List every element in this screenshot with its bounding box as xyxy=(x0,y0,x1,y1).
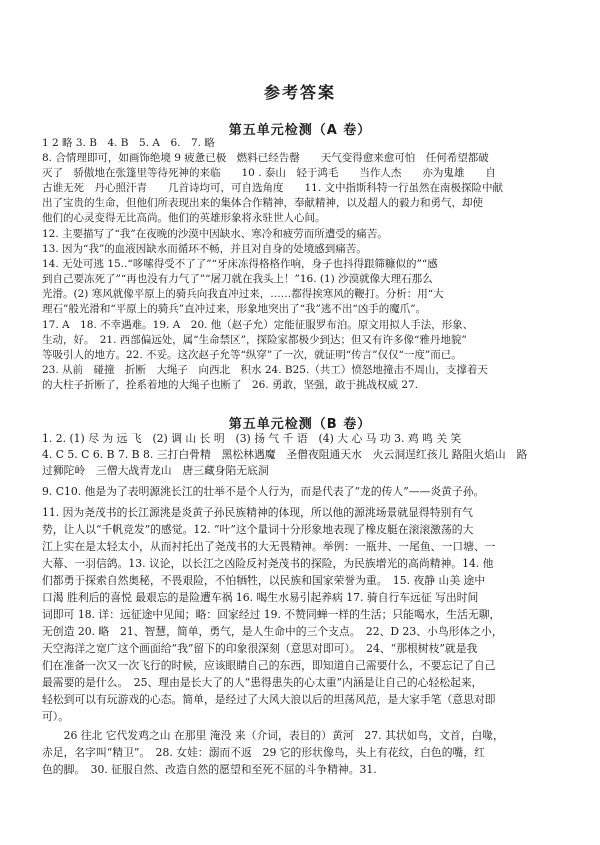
text-line: 轻松到可以有玩游戏的心态。简单，是经过了大风大浪以后的坦荡风范，是大家手笔（意思对即 xyxy=(42,693,496,706)
text-line: 最需要的是什么。 25、理由是长大了的人“患得患失的心太重”内涵是让自己的心轻松起来， xyxy=(42,676,483,689)
text-line: 可）。 xyxy=(42,710,69,723)
page-title: 参考答案 xyxy=(263,83,336,102)
text-line: 势，让人以“千帆竞发”的感觉。12. “叶”这个量词十分形象地表现了橡皮艇在滚滚激荡的大 xyxy=(42,523,474,536)
text-line: 23. 从前 碰撞 折断 大绳子 向西北 积水 24. B25.（共工）愤怒地撞击不周山，支撑着天 xyxy=(42,364,488,376)
text-line: 他们的心灵变得无比高尚。他们的英雄形象将永驻世人心间。 xyxy=(42,212,326,224)
text-line: 江上实在是太轻太小，从而衬托出了尧茂书的大无畏精神。举例：一瓶井、一尾鱼、一口塘、一 xyxy=(42,540,496,553)
text-line: 们在准备一次又一次飞行的时候，应该眼睛自己的东西，即知道自己需要什么，不要忘记了自己 xyxy=(42,659,496,672)
text-line: 无创造 20. 略 21、智慧，简单，勇气，是人生命中的三个支点。 22、D 23、小鸟形体之小， xyxy=(42,625,503,638)
section-a-heading: 第五单元检测（A 卷） xyxy=(228,123,372,138)
text-line: 生动，好。 21. 西部偏远处，属“生命禁区”，探险家都极少到达；但又有许多像“雅丹地貌” xyxy=(42,334,467,346)
text-line: 1 2 略 3. B 4. B 5. A 6. 7. 略 xyxy=(42,137,215,149)
text-line: 8. 合情理即可，如画饰绝境 9 疲惫已极 燃料已经告罄 天气变得愈来愈可怕 任何希望都破 xyxy=(42,152,489,164)
text-line: 灭了 骄傲地在张篷里等待死神的来临 10 . 泰山 轻于鸿毛 当作人杰 亦为鬼雄 自 xyxy=(42,167,496,179)
text-line: 词即可 18. 详：远征途中见闻；略：回家经过 19. 不赞同蝉一样的生活；只能喝水，生活无聊， xyxy=(42,608,501,621)
text-line: 14. 无处可逃 15..“哆嗦得受不了了”“牙床冻得格格作响，身子也抖得跟筛糠似的”“感 xyxy=(42,258,438,270)
text-line: 出了宝贵的生命，但他们所表现出来的集体合作精神，奉献精神，以及超人的毅力和勇气，却使 xyxy=(42,197,483,209)
text-line: 4. C 5. C 6. B 7. B 8. 三打白骨精 黑松林遇魔 圣僧夜阻通天水 火云洞逞红孩儿 路阻火焰山 路 xyxy=(42,448,528,461)
text-line: 9. C10. 他是为了表明源洮长江的壮举不是个人行为，而是代表了“龙的传人”——炎黄子孙。 xyxy=(42,485,485,498)
text-line: 等吸引人的地方。22. 不妥。这次赵子允等“纵穿”了一次，就证明“传言”仅仅“一度”而已。 xyxy=(42,349,462,361)
text-line: 大幕、一羽信鸽。13. 议论，以长江之凶险反衬尧茂书的探险，为民族增光的高尚精神。14. 他 xyxy=(42,557,494,570)
text-line: 光滑。(2) 寒风就像平原上的骑兵向我直冲过来，……都得挨寒风的鞭打。分析：用“大 xyxy=(42,288,444,300)
text-line: 17. A 18. 不幸遇难。19. A 20. 他（赵子允）定能征服罗布泊。原文用拟人手法，形象、 xyxy=(42,319,474,331)
text-line: 过狮陀岭 三僧大战青龙山 唐三藏身陷无底洞 xyxy=(42,464,269,477)
text-line: 色的脚。 30. 征服自然、改造自然的愿望和至死不屈的斗争精神。31. xyxy=(42,763,377,776)
text-line: 1. 2. (1) 尽 为 远 飞 (2) 调 山 长 明 (3) 扬 气 千 语 (4) 大 心 马 功 3. 鸡 鸣 关 笑 xyxy=(42,432,462,445)
section-b-heading: 第五单元检测（B 卷） xyxy=(228,417,372,432)
text-line: 古谁无死 丹心照汗青 几首诗均可，可自选角度 11. 文中指斯科特一行虽然在南极探险中献 xyxy=(42,182,504,194)
text-line: 到自己要冻死了”“再也没有力气了”“屠刀就在我头上！”16. (1) 沙漠就像大理石那么 xyxy=(42,273,433,285)
text-line: 12. 主要描写了“我”在夜晚的沙漠中因缺水、寒冷和疲劳而所遭受的痛苦。 xyxy=(42,228,388,240)
text-line: 天空海洋之宽广这个画面给“我”留下的印象很深刻（意思对即可）。 24、“那根树枝”就是我 xyxy=(42,642,478,655)
text-line: 26 往北 它代发鸡之山 在那里 淹没 来（介词，表目的）黄河 27. 其状如鸟，文首，白喙， xyxy=(42,729,504,742)
text-line: 口渴 胜利后的喜悦 最艰忘的是险遭车祸 16. 喝生水易引起养病 17. 骑自行车远征 写出时间 xyxy=(42,591,479,604)
text-line: 赤足，名字叫“精卫”。 28. 女娃：溺而不返 29 它的形状像鸟，头上有花纹，白色的嘴，红 xyxy=(42,746,485,759)
text-line: 的大柱子折断了，拴系着地的大绳子也断了 26. 勇敢，坚强，敢于挑战权威 27. xyxy=(42,379,419,391)
text-line: 11. 因为尧茂书的长江源洮是炎黄子孙民族精神的体现，所以他的源洮场景就显得特别有气 xyxy=(42,506,473,519)
text-line: 13. 因为“我”的血液因缺水而循环不畅，并且对自身的处境感到痛苦。 xyxy=(42,243,367,255)
text-line: 们都勇于探索自然奥秘，不畏艰险，不怕牺牲，以民族和国家荣誉为重。 15. 夜静 山美 途中 xyxy=(42,574,486,587)
text-line: 理石”般光滑和“平原上的骑兵”直冲过来，形象地突出了“我”逃不出“凶手的魔爪”。 xyxy=(42,303,427,315)
